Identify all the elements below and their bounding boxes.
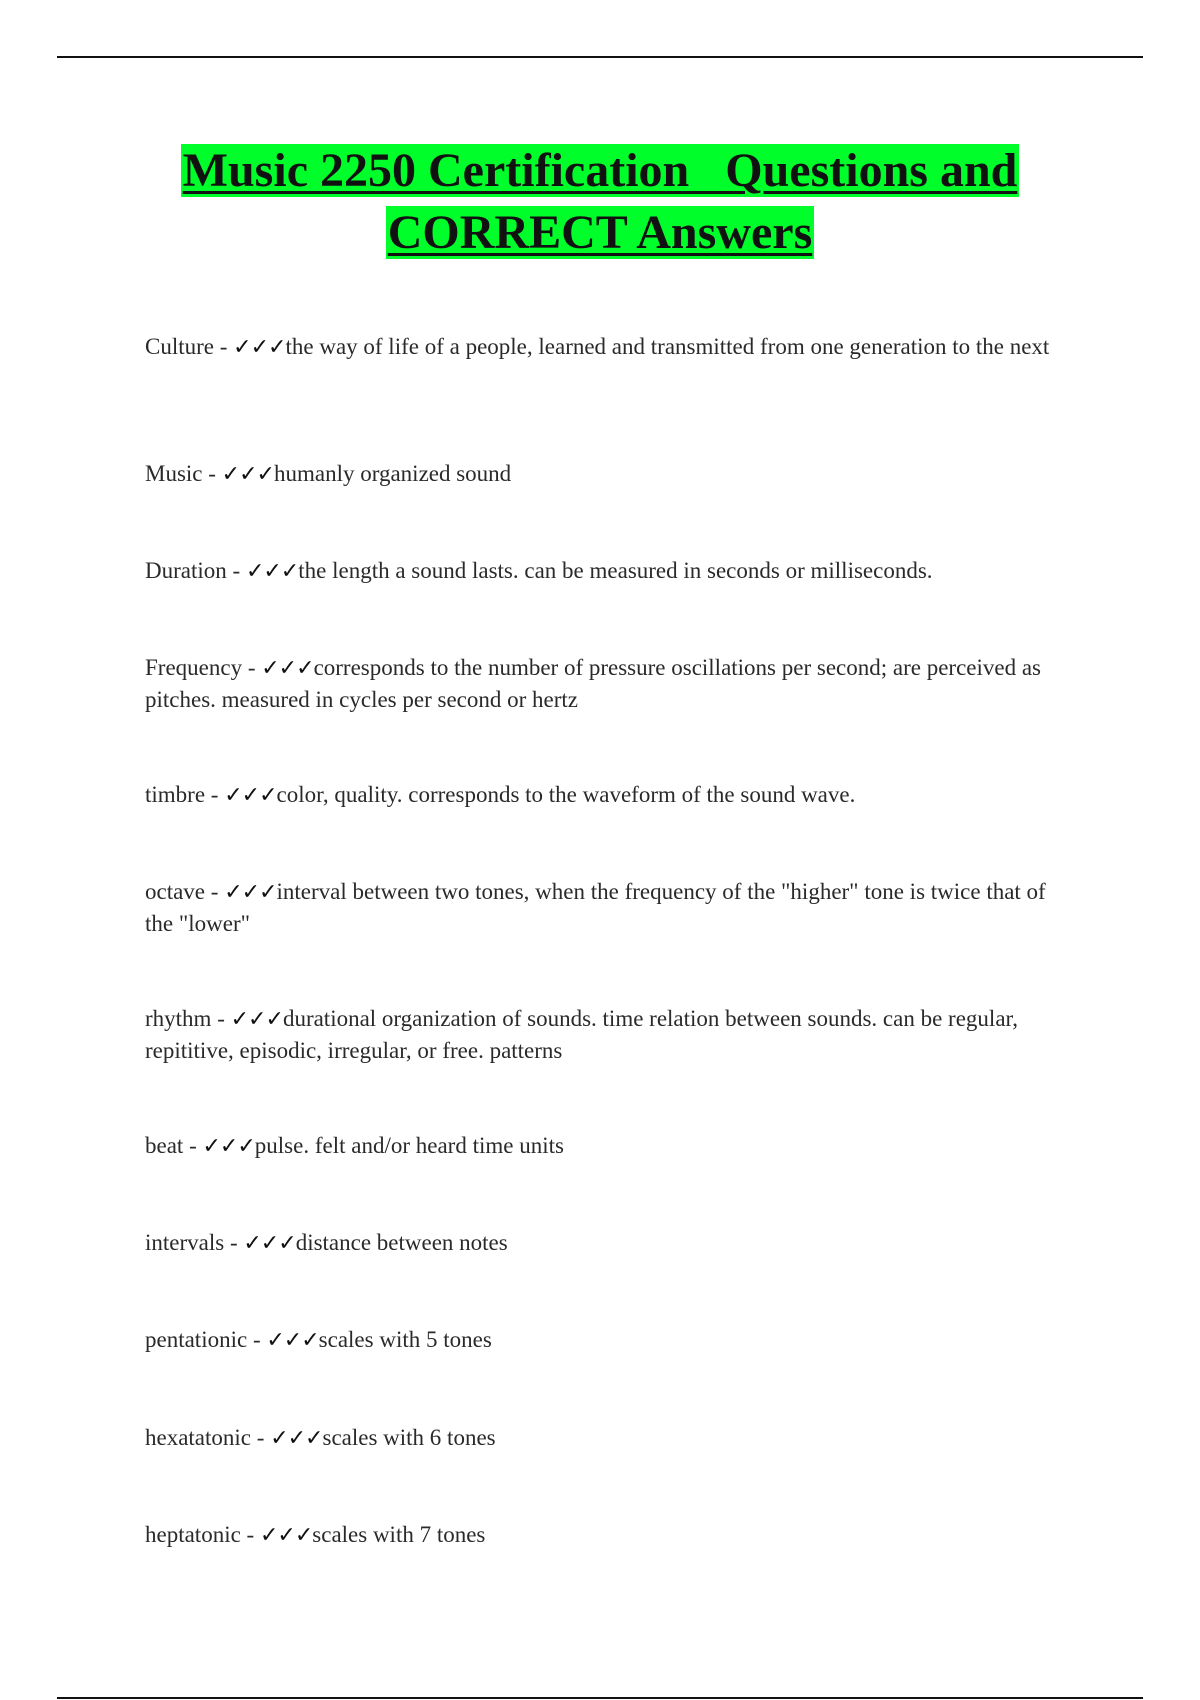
entry-definition: humanly organized sound (273, 461, 512, 486)
entry-definition: scales with 7 tones (312, 1522, 486, 1547)
entry-term: timbre (145, 782, 206, 807)
entry-hexatatonic (145, 1422, 1065, 1454)
entry-separator: - (240, 1522, 260, 1547)
entry-beat (145, 1130, 1065, 1162)
entry-definition: pulse. felt and/or heard time units (254, 1133, 564, 1158)
check-marks-icon: ✓✓✓ (230, 1007, 283, 1032)
entry-heptatonic (145, 1519, 1065, 1551)
entry-separator: - (205, 782, 225, 807)
check-marks-icon: ✓✓✓ (233, 335, 286, 360)
entry-term: Culture (145, 334, 214, 359)
title-line-2: CORRECT Answers (387, 206, 813, 259)
check-marks-icon: ✓✓✓ (266, 1328, 319, 1353)
top-rule (57, 56, 1143, 58)
check-marks-icon: ✓✓✓ (221, 462, 274, 487)
check-marks-icon: ✓✓✓ (224, 880, 277, 905)
entry-separator: - (205, 879, 225, 904)
entry-term: intervals (145, 1230, 225, 1255)
entry-duration (145, 555, 1065, 587)
entry-pentationic (145, 1324, 1065, 1356)
entry-definition: interval between two tones, when the frequency of the "higher" tone is twice that of the "lower" (145, 879, 1046, 936)
entry-separator: - (214, 334, 234, 359)
entry-definition: durational organization of sounds. time relation between sounds. can be regular, repititive, episodic, irregular, or free. patterns (145, 1006, 1019, 1063)
entry-intervals (145, 1227, 1065, 1259)
entry-separator: - (183, 1133, 203, 1158)
entry-frequency (145, 652, 1065, 715)
check-marks-icon: ✓✓✓ (261, 656, 314, 681)
document-title (0, 140, 1200, 264)
entry-separator: - (226, 558, 246, 583)
entry-music (145, 458, 1065, 490)
entry-term: hexatatonic (145, 1425, 252, 1450)
check-marks-icon: ✓✓✓ (224, 783, 277, 808)
entry-term: rhythm (145, 1006, 212, 1031)
entry-separator: - (211, 1006, 231, 1031)
entry-term: octave (145, 879, 206, 904)
entry-term: Frequency (145, 655, 243, 680)
entry-definition: corresponds to the number of pressure oscillations per second; are perceived as pitches. measured in cycles per second or hertz (145, 655, 1042, 712)
entry-octave (145, 876, 1065, 939)
entry-separator: - (247, 1327, 267, 1352)
entry-definition: scales with 6 tones (322, 1425, 496, 1450)
entry-culture (145, 331, 1065, 363)
title-line-1: Music 2250 Certification Questions and (182, 144, 1018, 197)
entry-definition: color, quality. corresponds to the waveform of the sound wave. (276, 782, 856, 807)
entry-timbre (145, 779, 1065, 811)
entry-term: beat (145, 1133, 184, 1158)
check-marks-icon: ✓✓✓ (259, 1523, 313, 1548)
check-marks-icon: ✓✓✓ (243, 1231, 296, 1256)
check-marks-icon: ✓✓✓ (202, 1134, 255, 1159)
entry-term: Duration (145, 558, 227, 583)
entry-separator: - (251, 1425, 271, 1450)
entry-definition: distance between notes (295, 1230, 508, 1255)
check-marks-icon: ✓✓✓ (270, 1426, 323, 1451)
entry-definition: the length a sound lasts. can be measured in seconds or milliseconds. (298, 558, 933, 583)
entry-term: heptatonic (145, 1522, 241, 1547)
entry-separator: - (224, 1230, 244, 1255)
entry-separator: - (242, 655, 262, 680)
check-marks-icon: ✓✓✓ (245, 559, 299, 584)
entry-separator: - (202, 461, 222, 486)
entry-definition: the way of life of a people, learned and transmitted from one generation to the next (285, 334, 1050, 359)
bottom-rule (57, 1697, 1143, 1699)
entry-definition: scales with 5 tones (318, 1327, 492, 1352)
entry-rhythm (145, 1003, 1065, 1066)
entry-term: Music (145, 461, 203, 486)
entry-term: pentationic (145, 1327, 248, 1352)
